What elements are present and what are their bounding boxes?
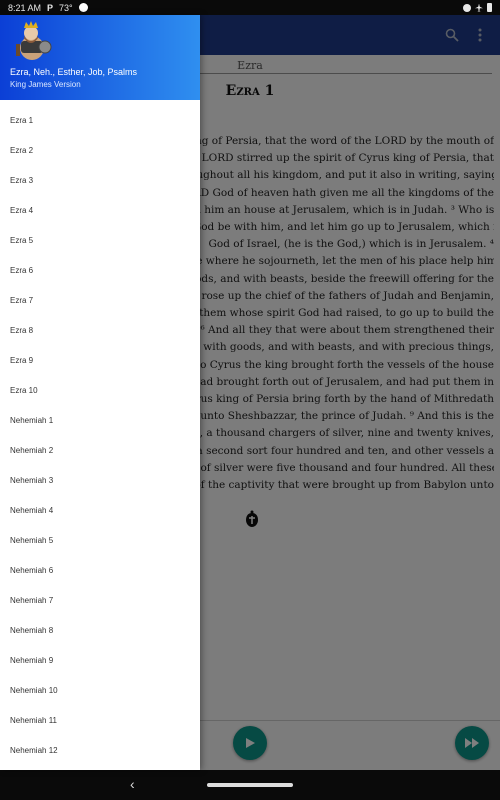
chapter-item[interactable]: Nehemiah 6	[10, 565, 54, 575]
chapter-item[interactable]: Ezra 10	[10, 385, 38, 395]
chapter-item[interactable]: Nehemiah 2	[10, 445, 54, 455]
chapter-list	[0, 105, 200, 765]
status-temperature: 73°	[59, 2, 73, 13]
chapter-item[interactable]: Ezra 9	[10, 355, 34, 365]
chapter-item[interactable]: Nehemiah 9	[10, 655, 54, 665]
drawer-title: Ezra, Neh., Esther, Job, Psalms	[10, 67, 138, 77]
status-bar	[0, 0, 500, 15]
chapter-item[interactable]: Ezra 1	[10, 115, 34, 125]
chapter-item[interactable]: Nehemiah 4	[10, 505, 54, 515]
parking-icon: P	[47, 2, 54, 13]
chapter-item[interactable]: Nehemiah 3	[10, 475, 54, 485]
airplane-mode-icon	[475, 4, 483, 12]
navigation-drawer	[0, 15, 200, 770]
chapter-item[interactable]: Ezra 5	[10, 235, 34, 245]
sync-icon	[463, 4, 471, 12]
chapter-item[interactable]: Nehemiah 7	[10, 595, 54, 605]
chapter-item[interactable]: Nehemiah 5	[10, 535, 54, 545]
chapter-item[interactable]: Nehemiah 12	[10, 745, 58, 755]
status-time: 8:21 AM	[8, 2, 42, 13]
chapter-item[interactable]: Nehemiah 8	[10, 625, 54, 635]
chapter-item[interactable]: Nehemiah 10	[10, 685, 58, 695]
drawer-subtitle: King James Version	[10, 80, 81, 89]
chapter-item[interactable]: Ezra 8	[10, 325, 34, 335]
chapter-item[interactable]: Ezra 4	[10, 205, 34, 215]
drawer-header	[0, 15, 200, 100]
chapter-item[interactable]: Ezra 3	[10, 175, 34, 185]
back-icon[interactable]: ‹	[130, 776, 135, 792]
chapter-item[interactable]: Nehemiah 11	[10, 715, 57, 725]
king-avatar-icon	[10, 20, 52, 60]
chapter-item[interactable]: Ezra 6	[10, 265, 34, 275]
chapter-item[interactable]: Ezra 7	[10, 295, 34, 305]
battery-icon	[487, 3, 492, 12]
notification-dot-icon	[79, 3, 88, 12]
home-handle[interactable]	[207, 783, 293, 787]
system-nav-bar	[0, 770, 500, 800]
chapter-item[interactable]: Nehemiah 1	[10, 415, 54, 425]
chapter-item[interactable]: Ezra 2	[10, 145, 34, 155]
